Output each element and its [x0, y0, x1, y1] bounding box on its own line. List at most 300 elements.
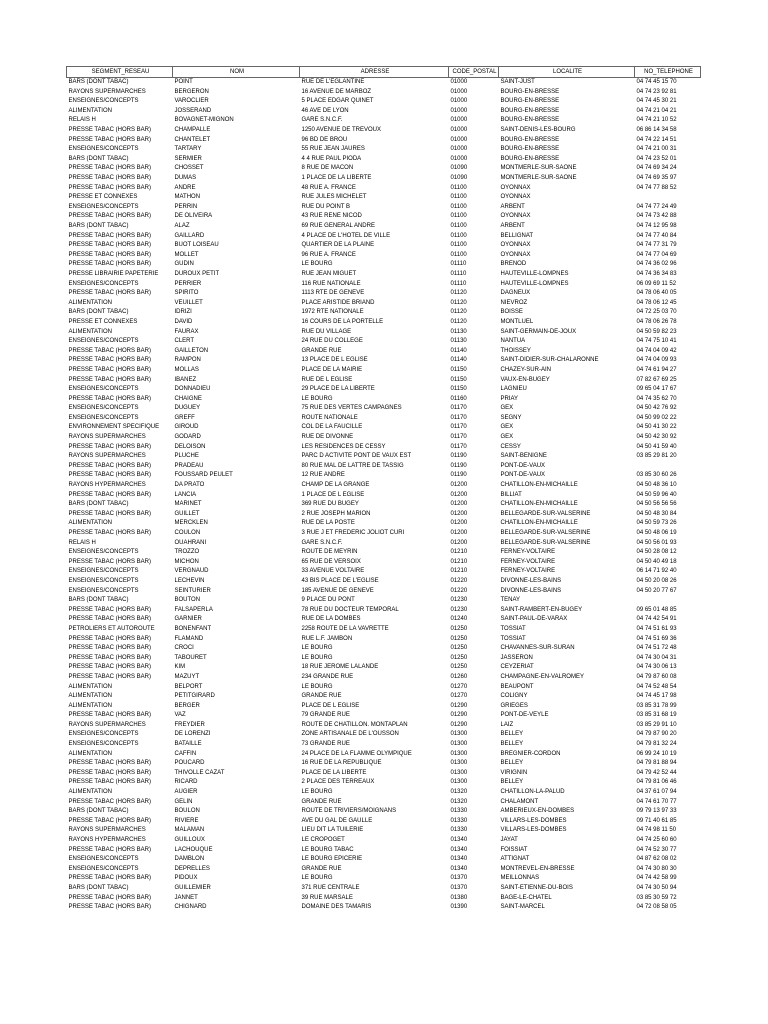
cell-phone: 04 50 59 73 26 — [636, 520, 677, 527]
cell-address: 3 RUE J ET FREDERIC JOLIOT CURI — [301, 530, 405, 536]
cell-name: IBANEZ — [174, 376, 197, 383]
table-row — [67, 356, 701, 366]
cell-address: LE BOURG — [301, 654, 333, 661]
cell-phone: 03 85 31 78 99 — [636, 702, 677, 709]
cell-name: GREFF — [174, 414, 195, 421]
cell-segment: PRESSE TABAC (HORS BAR) — [68, 347, 151, 354]
cell-locality: BELLEGARDE-SUR-VALSERINE — [500, 539, 591, 546]
table-row — [67, 903, 701, 913]
cell-postal-code: 01150 — [450, 376, 467, 383]
cell-locality: VILLARS-LES-DOMBES — [500, 817, 567, 824]
cell-segment: PRESSE TABAC (HORS BAR) — [68, 290, 151, 297]
cell-name: SERMIER — [174, 155, 202, 162]
cell-address: RUE DU POINT B — [301, 203, 351, 210]
cell-address: 24 RUE DU COLLEGE — [301, 338, 363, 345]
cell-segment: ALIMENTATION — [68, 683, 112, 690]
cell-phone: 04 50 42 76 92 — [636, 405, 677, 412]
table-row — [67, 183, 701, 193]
cell-name: DEPRELLES — [174, 865, 210, 872]
cell-phone: 04 50 48 06 19 — [636, 530, 677, 536]
cell-locality: BELLEY — [500, 741, 524, 748]
cell-postal-code: 01000 — [450, 155, 468, 162]
table-row — [67, 836, 701, 846]
cell-postal-code: 01190 — [450, 472, 467, 479]
table-row — [67, 778, 701, 788]
cell-segment: PETROLIERS ET AUTOROUTE — [68, 625, 155, 632]
cell-address: 24 PLACE DE LA FLAMME OLYMPIQUE — [301, 750, 412, 757]
table-row — [67, 289, 701, 299]
cell-locality: BREGNIER-CORDON — [500, 750, 561, 757]
cell-address: GARE S.N.C.F. — [301, 117, 343, 124]
cell-address: LE BOURG — [301, 875, 333, 882]
cell-segment: PRESSE TABAC (HORS BAR) — [68, 875, 151, 882]
cell-segment: PRESSE TABAC (HORS BAR) — [68, 395, 151, 402]
cell-address: LES RESIDENCES DE CESSY — [301, 443, 386, 450]
table-row — [67, 864, 701, 874]
cell-address: 4 4 RUE PAUL PIODA — [301, 155, 362, 162]
table-row — [67, 759, 701, 769]
cell-locality: SAINT-JUST — [500, 79, 535, 86]
cell-postal-code: 01110 — [450, 280, 467, 287]
cell-postal-code: 01000 — [450, 117, 468, 124]
cell-phone: 04 74 21 04 21 — [636, 107, 677, 114]
table-row — [67, 874, 701, 884]
cell-phone: 04 72 08 58 05 — [636, 904, 677, 911]
cell-address: GRANDE RUE — [301, 798, 342, 805]
cell-segment: ENSEIGNES/CONCEPTS — [68, 568, 139, 575]
cell-address: 2 RUE JOSEPH MARION — [301, 510, 371, 517]
cell-postal-code: 01170 — [450, 434, 467, 441]
cell-postal-code: 01340 — [450, 837, 468, 843]
cell-phone: 04 74 61 70 77 — [636, 798, 677, 805]
cell-name: DELOISON — [174, 443, 206, 450]
cell-address: 2258 ROUTE DE LA VAVRETTE — [301, 625, 389, 632]
cell-locality: PONT-DE-VAUX — [500, 472, 546, 479]
cell-address: LE BOURG — [301, 789, 333, 796]
cell-name: MICHON — [174, 558, 199, 565]
cell-segment: PRESSE TABAC (HORS BAR) — [68, 175, 151, 182]
cell-segment: PRESSE ET CONNEXES — [68, 318, 138, 325]
cell-postal-code: 01120 — [450, 290, 467, 297]
cell-segment: ENSEIGNES/CONCEPTS — [68, 414, 139, 421]
cell-segment: PRESSE TABAC (HORS BAR) — [68, 136, 151, 143]
cell-postal-code: 01200 — [450, 501, 468, 508]
cell-locality: MONTREVEL-EN-BRESSE — [500, 865, 575, 872]
cell-name: GUDIN — [174, 261, 194, 268]
cell-address: 234 GRANDE RUE — [301, 673, 354, 680]
cell-postal-code: 01100 — [450, 184, 467, 191]
cell-phone: 04 72 25 03 70 — [636, 309, 677, 316]
table-row — [67, 692, 701, 702]
cell-postal-code: 01250 — [450, 625, 468, 632]
cell-address: 33 AVENUE VOLTAIRE — [301, 568, 365, 575]
cell-locality: OYONNAX — [500, 184, 531, 191]
cell-name: DE OLIVEIRA — [174, 213, 213, 220]
cell-postal-code: 01100 — [450, 213, 467, 220]
cell-locality: MONTMERLE-SUR-SAONE — [500, 165, 577, 172]
cell-name: TABOURET — [174, 654, 207, 661]
cell-postal-code: 01000 — [450, 146, 468, 153]
cell-segment: ALIMENTATION — [68, 520, 112, 527]
cell-postal-code: 01000 — [450, 127, 468, 134]
cell-phone: 04 79 87 60 08 — [636, 673, 677, 680]
cell-address: PLACE DE LA LIBERTE — [301, 769, 367, 776]
cell-locality: DAGNEUX — [500, 290, 531, 297]
cell-phone: 04 74 45 15 70 — [636, 79, 677, 86]
cell-postal-code: 01320 — [450, 789, 468, 796]
cell-segment: BARS (DONT TABAC) — [68, 79, 129, 86]
cell-phone: 04 74 36 02 96 — [636, 261, 677, 268]
cell-postal-code: 01210 — [450, 568, 468, 575]
cell-locality: AMBERIEUX-EN-DOMBES — [500, 808, 575, 815]
cell-address: 369 RUE DU BUGEY — [301, 501, 359, 508]
table-row — [67, 116, 701, 126]
cell-phone: 04 78 06 26 78 — [636, 318, 677, 325]
cell-segment: PRESSE TABAC (HORS BAR) — [68, 904, 151, 911]
cell-name: CROCI — [174, 645, 194, 652]
cell-phone: 04 74 42 58 99 — [636, 875, 677, 882]
cell-locality: SAINT-GERMAIN-DE-JOUX — [500, 328, 577, 335]
cell-postal-code: 01250 — [450, 645, 468, 652]
cell-postal-code: 01300 — [450, 741, 468, 748]
table-row — [67, 452, 701, 462]
cell-locality: THOISSEY — [500, 347, 531, 354]
cell-name: JANNET — [174, 894, 198, 901]
col-header-name: NOM — [173, 67, 300, 78]
cell-address: 13 PLACE DE L EGLISE — [301, 357, 368, 364]
cell-segment: ENSEIGNES/CONCEPTS — [68, 405, 139, 412]
cell-name: KIM — [174, 664, 186, 671]
cell-segment: PRESSE TABAC (HORS BAR) — [68, 712, 151, 719]
cell-name: GAILLETON — [174, 347, 209, 354]
table-row — [67, 615, 701, 625]
cell-postal-code: 01200 — [450, 530, 468, 536]
cell-name: ANDRE — [174, 184, 196, 191]
cell-address: 43 BIS PLACE DE L'EGLISE — [301, 577, 379, 584]
cell-segment: ENSEIGNES/CONCEPTS — [68, 587, 139, 594]
cell-postal-code: 01170 — [450, 424, 467, 431]
cell-segment: PRESSE TABAC (HORS BAR) — [68, 242, 151, 249]
cell-phone: 04 87 62 08 02 — [636, 856, 677, 863]
cell-address: PLACE ARISTIDE BRIAND — [301, 299, 375, 306]
cell-name: OUAHRANI — [174, 539, 207, 546]
cell-segment: ENVIRONNEMENT SPECIFIQUE — [68, 424, 160, 431]
cell-address: RUE DU VILLAGE — [301, 328, 352, 335]
cell-segment: RAYONS HYPERMARCHES — [68, 837, 146, 843]
cell-phone: 04 74 77 88 52 — [636, 184, 677, 191]
table-row — [67, 807, 701, 817]
cell-segment: ENSEIGNES/CONCEPTS — [68, 865, 139, 872]
cell-segment: PRESSE TABAC (HORS BAR) — [68, 654, 151, 661]
table-row — [67, 567, 701, 577]
cell-segment: PRESSE TABAC (HORS BAR) — [68, 664, 151, 671]
cell-phone: 04 50 56 01 93 — [636, 539, 677, 546]
cell-segment: RAYONS SUPERMARCHES — [68, 434, 146, 441]
cell-segment: PRESSE TABAC (HORS BAR) — [68, 616, 151, 623]
cell-postal-code: 01230 — [450, 597, 468, 604]
cell-segment: ALIMENTATION — [68, 107, 112, 114]
col-header-postal-code: CODE_POSTAL — [449, 67, 499, 78]
cell-name: GELIN — [174, 798, 193, 805]
cell-phone: 04 74 98 11 50 — [636, 827, 677, 834]
table-row — [67, 711, 701, 721]
cell-locality: COLIGNY — [500, 693, 528, 700]
cell-name: FREYDIER — [174, 721, 205, 728]
cell-address: 4 PLACE DE L'HOTEL DE VILLE — [301, 232, 391, 239]
cell-phone: 04 74 36 34 83 — [636, 270, 677, 277]
cell-address: 185 AVENUE DE GENEVE — [301, 587, 374, 594]
cell-postal-code: 01370 — [450, 884, 468, 891]
cell-name: POINT — [174, 79, 193, 86]
cell-address: 39 RUE MARSALE — [301, 894, 353, 901]
cell-name: GODARD — [174, 434, 201, 441]
cell-name: FLAMAND — [174, 635, 204, 642]
cell-phone: 04 74 25 60 60 — [636, 837, 677, 843]
cell-locality: CHAZEY-SUR-AIN — [500, 366, 551, 373]
cell-postal-code: 01190 — [450, 453, 467, 460]
cell-locality: BOURG-EN-BRESSE — [500, 107, 560, 114]
cell-postal-code: 01300 — [450, 750, 468, 757]
cell-address: RUE JEAN MIGUET — [301, 270, 357, 277]
cell-address: CHAMP DE LA GRANGE — [301, 482, 370, 489]
cell-address: 116 RUE NATIONALE — [301, 280, 361, 287]
table-row — [67, 586, 701, 596]
cell-name: VAROCLIER — [174, 98, 209, 105]
cell-name: GUILLEMIER — [174, 884, 211, 891]
cell-address: 75 RUE DES VERTES CAMPAGNES — [301, 405, 402, 412]
table-row — [67, 624, 701, 634]
cell-address: 65 RUE DE VERSOIX — [301, 558, 361, 565]
table-row — [67, 423, 701, 433]
cell-name: JOSSERAND — [174, 107, 212, 114]
cell-phone: 04 74 30 06 13 — [636, 664, 677, 671]
table-row — [67, 212, 701, 222]
cell-postal-code: 01240 — [450, 616, 468, 623]
cell-phone: 04 74 04 09 93 — [636, 357, 677, 364]
cell-phone: 09 65 04 17 67 — [636, 386, 677, 393]
table-row — [67, 816, 701, 826]
cell-phone: 04 74 21 10 52 — [636, 117, 677, 124]
cell-locality: CEYZERIAT — [500, 664, 534, 671]
cell-segment: PRESSE TABAC (HORS BAR) — [68, 443, 151, 450]
cell-locality: VIRIGNIN — [500, 769, 528, 776]
cell-phone: 03 85 31 68 19 — [636, 712, 677, 719]
cell-address: 18 RUE JEROME LALANDE — [301, 664, 379, 671]
table-row — [67, 845, 701, 855]
cell-locality: BOURG-EN-BRESSE — [500, 88, 560, 95]
cell-address: 96 RUE A. FRANCE — [301, 251, 356, 258]
cell-segment: ENSEIGNES/CONCEPTS — [68, 731, 139, 738]
cell-name: DONNADIEU — [174, 386, 211, 393]
cell-segment: ALIMENTATION — [68, 299, 112, 306]
table-row — [67, 365, 701, 375]
table-row — [67, 519, 701, 529]
cell-locality: MONTMERLE-SUR-SAONE — [500, 175, 577, 182]
cell-segment: PRESSE TABAC (HORS BAR) — [68, 491, 151, 498]
cell-address: DOMAINE DES TAMARIS — [301, 904, 372, 911]
cell-name: BUOT LOISEAU — [174, 242, 219, 249]
cell-postal-code: 01300 — [450, 760, 468, 767]
cell-address: 9 PLACE DU PONT — [301, 597, 355, 604]
cell-phone — [635, 461, 701, 471]
cell-segment: RAYONS SUPERMARCHES — [68, 453, 146, 460]
cell-address: LE BOURG — [301, 683, 333, 690]
cell-name: ALAZ — [174, 223, 190, 229]
cell-phone: 04 74 77 40 84 — [636, 232, 677, 239]
cell-name: LACHOUQUE — [174, 846, 213, 853]
cell-locality: OYONNAX — [500, 194, 531, 201]
cell-postal-code: 01100 — [450, 242, 467, 249]
table-row — [67, 548, 701, 558]
cell-phone — [635, 596, 701, 606]
cell-address: AVE DU GAL DE GAULLE — [301, 817, 373, 824]
cell-locality: TOSSIAT — [500, 625, 526, 632]
cell-segment: BARS (DONT TABAC) — [68, 884, 129, 891]
cell-name: DAVID — [174, 318, 193, 325]
cell-address: GRANDE RUE — [301, 347, 342, 354]
cell-postal-code: 01210 — [450, 549, 468, 556]
cell-locality: ARBENT — [500, 203, 525, 210]
table-row — [67, 740, 701, 750]
cell-segment: ENSEIGNES/CONCEPTS — [68, 856, 139, 863]
cell-phone: 04 50 28 08 12 — [636, 549, 677, 556]
cell-segment: ENSEIGNES/CONCEPTS — [68, 98, 139, 105]
table-row — [67, 855, 701, 865]
table-row — [67, 461, 701, 471]
table-row — [67, 87, 701, 97]
cell-name: RAMPON — [174, 357, 201, 364]
cell-address: ROUTE NATIONALE — [301, 414, 358, 421]
table-row — [67, 893, 701, 903]
cell-locality: SAINT-BENIGNE — [500, 453, 547, 460]
cell-postal-code: 01290 — [450, 702, 468, 709]
cell-name: PIDOUX — [174, 875, 198, 882]
cell-address: 1 PLACE DE L EGLISE — [301, 491, 365, 498]
cell-address: PLACE DE L EGLISE — [301, 702, 360, 709]
cell-segment: PRESSE ET CONNEXES — [68, 194, 138, 201]
cell-locality: CHATILLON-LA-PALUD — [500, 789, 565, 796]
cell-postal-code: 01200 — [450, 482, 468, 489]
cell-phone: 04 50 40 49 18 — [636, 558, 677, 565]
cell-segment: PRESSE TABAC (HORS BAR) — [68, 798, 151, 805]
cell-phone: 04 74 45 17 98 — [636, 693, 677, 700]
table-row — [67, 883, 701, 893]
table-row — [67, 202, 701, 212]
cell-address: GRANDE RUE — [301, 865, 342, 872]
cell-segment: PRESSE TABAC (HORS BAR) — [68, 769, 151, 776]
cell-phone: 04 74 30 50 94 — [636, 884, 677, 891]
cell-address: 16 COURS DE LA PORTELLE — [301, 318, 384, 325]
cell-postal-code: 01320 — [450, 798, 468, 805]
cell-phone: 04 50 41 30 22 — [636, 424, 677, 431]
cell-phone: 04 79 87 90 20 — [636, 731, 677, 738]
cell-name: MOLLAS — [174, 366, 199, 373]
cell-phone: 04 74 23 52 01 — [636, 155, 677, 162]
cell-locality: TOSSIAT — [500, 635, 526, 642]
table-row — [67, 308, 701, 318]
cell-segment: ALIMENTATION — [68, 789, 112, 796]
cell-segment: RAYONS SUPERMARCHES — [68, 721, 146, 728]
cell-name: GUILLOUX — [174, 837, 205, 843]
cell-postal-code: 01120 — [450, 309, 467, 316]
cell-locality: VILLARS-LES-DOMBES — [500, 827, 567, 834]
cell-postal-code: 01160 — [450, 395, 467, 402]
cell-name: DAMBLON — [174, 856, 205, 863]
cell-phone: 09 65 01 48 85 — [636, 606, 677, 613]
cell-phone: 04 74 69 35 97 — [636, 175, 677, 182]
cell-address: LIEU DIT LA TUILERIE — [301, 827, 364, 834]
cell-locality: CHALAMONT — [500, 798, 539, 805]
cell-segment: PRESSE TABAC (HORS BAR) — [68, 846, 151, 853]
cell-phone: 04 74 61 94 27 — [636, 366, 677, 373]
cell-segment: PRESSE TABAC (HORS BAR) — [68, 261, 151, 268]
cell-address: LE BOURG — [301, 645, 333, 652]
cell-locality: BELLIGNAT — [500, 232, 534, 239]
table-row — [67, 576, 701, 586]
table-row — [67, 644, 701, 654]
cell-name: CHOSSET — [174, 165, 204, 172]
cell-name: BOUTON — [174, 597, 201, 604]
cell-locality: BEAUPONT — [500, 683, 534, 690]
cell-segment: PRESSE TABAC (HORS BAR) — [68, 606, 151, 613]
table-row — [67, 557, 701, 567]
cell-postal-code: 01200 — [450, 510, 468, 517]
cell-name: COULON — [174, 530, 201, 536]
cell-address: 12 RUE ANDRE — [301, 472, 345, 479]
cell-phone: 04 50 20 08 26 — [636, 577, 677, 584]
cell-segment: RELAIS H — [68, 539, 96, 546]
cell-name: PRADEAU — [174, 462, 204, 469]
table-row — [67, 797, 701, 807]
cell-name: VEUILLET — [174, 299, 203, 306]
cell-name: MAZUYT — [174, 673, 200, 680]
cell-phone: 04 74 52 48 54 — [636, 683, 677, 690]
cell-address: GARE S.N.C.F. — [301, 539, 343, 546]
cell-locality: CHAMPAGNE-EN-VALROMEY — [500, 673, 584, 680]
cell-name: GUILLET — [174, 510, 200, 517]
cell-phone: 04 74 77 31 79 — [636, 242, 677, 249]
cell-segment: BARS (DONT TABAC) — [68, 501, 129, 508]
cell-address: RUE JULES MICHELET — [301, 194, 367, 201]
cell-phone: 03 85 30 60 26 — [636, 472, 677, 479]
cell-postal-code: 01380 — [450, 894, 468, 901]
cell-postal-code: 01000 — [450, 98, 468, 105]
cell-phone: 04 74 51 69 36 — [636, 635, 677, 642]
table-row — [67, 106, 701, 116]
cell-name: BELPORT — [174, 683, 203, 690]
cell-name: GAILLARD — [174, 232, 205, 239]
cell-phone: 06 09 69 11 52 — [636, 280, 677, 287]
table-row — [67, 788, 701, 798]
cell-postal-code: 01290 — [450, 712, 468, 719]
cell-name: TARTARY — [174, 146, 202, 153]
cell-address: GRANDE RUE — [301, 693, 342, 700]
cell-segment: PRESSE TABAC (HORS BAR) — [68, 817, 151, 824]
cell-phone: 07 82 67 69 25 — [636, 376, 677, 383]
cell-name: MALAMAN — [174, 827, 205, 834]
cell-segment: PRESSE TABAC (HORS BAR) — [68, 165, 151, 172]
cell-address: COL DE LA FAUCILLE — [301, 424, 363, 431]
cell-segment: ENSEIGNES/CONCEPTS — [68, 577, 139, 584]
table-row — [67, 634, 701, 644]
cell-name: VAZ — [174, 712, 186, 719]
cell-address: PLACE DE LA MAIRIE — [301, 366, 363, 373]
cell-name: TROZZO — [174, 549, 200, 556]
cell-address: 46 AVE DE LYON — [301, 107, 349, 114]
cell-postal-code: 01200 — [450, 539, 468, 546]
cell-name: BOULON — [174, 808, 200, 815]
cell-address: ROUTE DE CHATILLON. MONTAPLAN — [301, 721, 408, 728]
